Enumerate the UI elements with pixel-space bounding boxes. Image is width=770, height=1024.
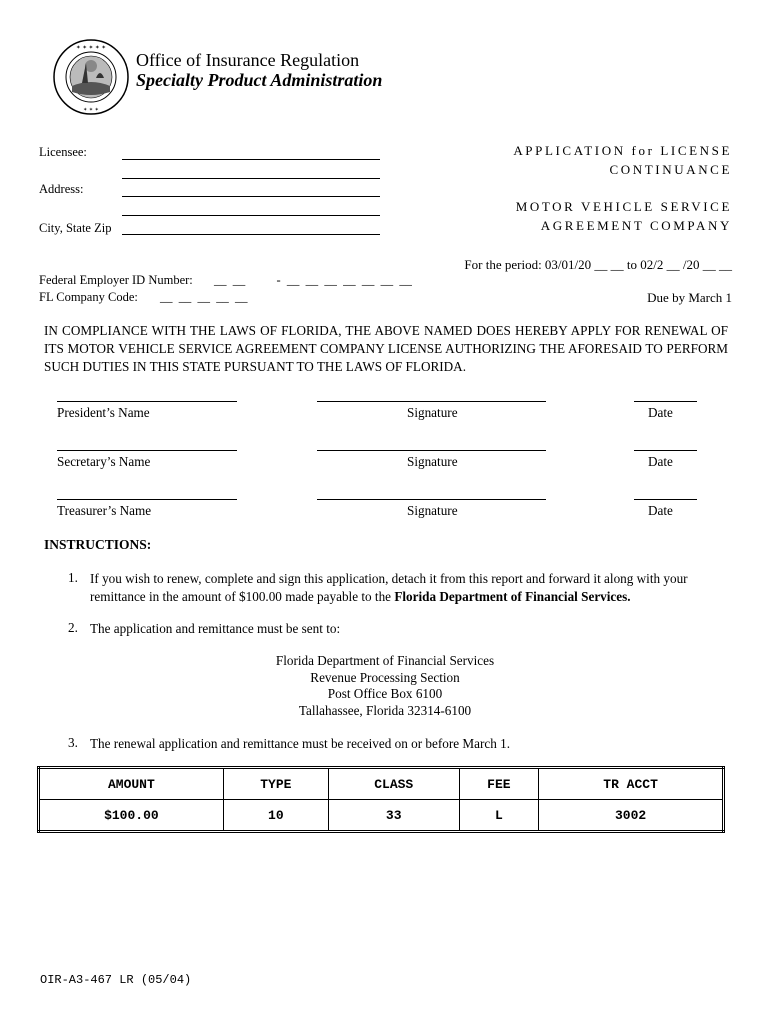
col-class: CLASS (328, 768, 459, 800)
secretary-signature-label: Signature (407, 454, 458, 469)
president-name-field[interactable] (57, 401, 237, 402)
fee-table (37, 766, 725, 833)
address-line4: Tallahassee, Florida 32314-6100 (298, 702, 472, 718)
licensee-field[interactable] (122, 159, 380, 160)
secretary-date-label: Date (648, 454, 673, 469)
fl-company-code-field[interactable]: __ __ __ __ __ (160, 290, 248, 304)
svg-text:✶ ✶ ✶: ✶ ✶ ✶ (83, 107, 99, 113)
president-signature-field[interactable] (317, 401, 546, 402)
instruction-item-2: The application and remittance must be sent to: (90, 621, 341, 636)
address-field[interactable] (122, 196, 380, 197)
secretary-name-field[interactable] (57, 450, 237, 451)
treasurer-name-label: Treasurer’s Name (57, 503, 152, 518)
instruction-1-text: If you wish to renew, complete and sign this application, detach it from this report and forward it along with your remittance in the amount of $100.00 made payable to the (90, 571, 688, 604)
form-number: OIR-A3-467 LR (05/04) (40, 973, 192, 987)
title-line2: CONTINUANCE (609, 162, 732, 177)
instruction-item-1 (90, 570, 710, 606)
due-date: Due by March 1 (647, 290, 732, 305)
org-division: Specialty Product Administration (136, 70, 383, 90)
secretary-name-label: Secretary’s Name (57, 454, 151, 469)
svg-text:✶ ✶ ✶ ✶ ✶: ✶ ✶ ✶ ✶ ✶ (75, 45, 107, 51)
instruction-number-2: 2. (68, 620, 78, 635)
instruction-number-3: 3. (68, 735, 78, 750)
secretary-signature-field[interactable] (317, 450, 546, 451)
address-line1: Florida Department of Financial Services (275, 653, 495, 668)
type-value: 10 (223, 800, 328, 832)
amount-value: $100.00 (39, 800, 224, 832)
florida-state-seal (52, 38, 130, 116)
licensee-label: Licensee: (39, 145, 87, 159)
instruction-number-1: 1. (68, 570, 78, 585)
col-amount: AMOUNT (39, 768, 224, 800)
instruction-item-3: The renewal application and remittance must be received on or before March 1. (90, 736, 510, 751)
mailing-address (200, 653, 570, 719)
address-field-line2[interactable] (122, 215, 380, 216)
fein-field[interactable]: __ __ - __ __ __ __ __ __ __ (214, 273, 412, 287)
city-state-zip-label: City, State Zip (39, 221, 112, 235)
compliance-statement: IN COMPLIANCE WITH THE LAWS OF FLORIDA, THE ABOVE NAMED DOES HEREBY APPLY FOR RENEWAL OF ITS MOTOR VEHICLE SERVICE AGREEMENT COMPANY LICENSE AUTHORIZING THE AFORESAID TO PERFORM SUCH DUTIES IN THIS STATE PURSUANT TO THE LAWS OF FLORIDA. (44, 323, 728, 374)
col-type: TYPE (223, 768, 328, 800)
period-text[interactable]: For the period: 03/01/20 __ __ to 02/2 __ /20 __ __ (464, 257, 732, 272)
president-date-label: Date (648, 405, 673, 420)
treasurer-name-field[interactable] (57, 499, 237, 500)
city-state-zip-field[interactable] (122, 234, 380, 235)
fein-label: Federal Employer ID Number: (39, 273, 193, 287)
fee-value: L (459, 800, 539, 832)
president-date-field[interactable] (634, 401, 697, 402)
president-name-label: President’s Name (57, 405, 150, 420)
org-name: Office of Insurance Regulation (136, 50, 360, 70)
address-label: Address: (39, 182, 84, 196)
col-fee: FEE (459, 768, 539, 800)
fl-company-code-label: FL Company Code: (39, 290, 138, 304)
licensee-field-line2[interactable] (122, 178, 380, 179)
title-line1: APPLICATION for LICENSE (513, 143, 732, 158)
treasurer-date-field[interactable] (634, 499, 697, 500)
treasurer-date-label: Date (648, 503, 673, 518)
tr-acct-value: 3002 (539, 800, 724, 832)
class-value: 33 (328, 800, 459, 832)
treasurer-signature-label: Signature (407, 503, 458, 518)
treasurer-signature-field[interactable] (317, 499, 546, 500)
address-line2: Revenue Processing Section (310, 669, 460, 685)
fee-table-header-row (39, 768, 724, 800)
instructions-title: INSTRUCTIONS: (44, 537, 152, 552)
title-line3: MOTOR VEHICLE SERVICE (515, 199, 732, 214)
fee-table-row (39, 800, 724, 832)
secretary-date-field[interactable] (634, 450, 697, 451)
title-line4: AGREEMENT COMPANY (540, 218, 732, 233)
instruction-1-payee: Florida Department of Financial Services. (394, 589, 631, 604)
col-tr-acct: TR ACCT (539, 768, 724, 800)
president-signature-label: Signature (407, 405, 458, 420)
address-line3: Post Office Box 6100 (327, 686, 443, 701)
